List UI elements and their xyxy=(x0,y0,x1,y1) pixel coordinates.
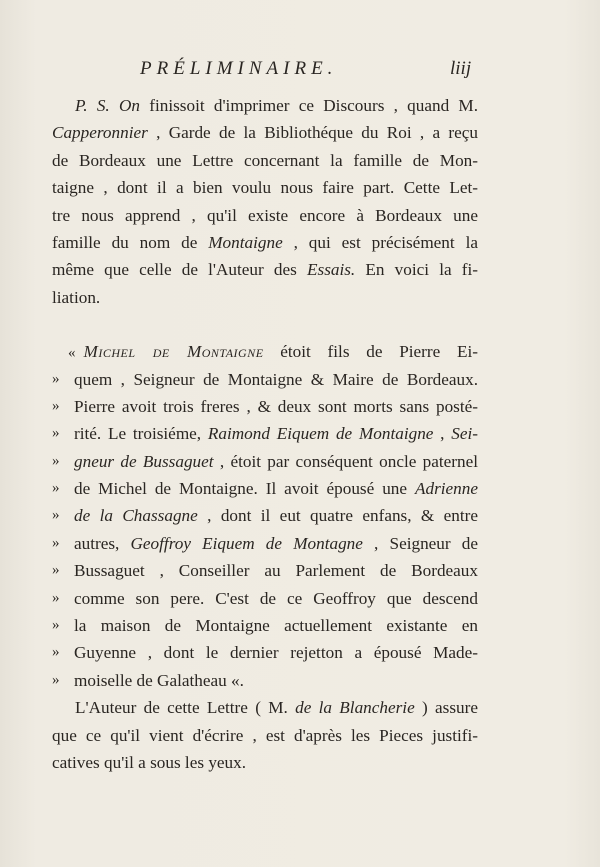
text-line xyxy=(52,147,478,174)
line-content xyxy=(74,557,478,584)
text-segment: , Garde de la Bibliothéque du Roi , a reçu xyxy=(147,123,478,143)
line-content xyxy=(52,202,478,229)
quotation-line xyxy=(52,420,478,447)
text-line xyxy=(52,174,478,201)
text-segment: Capperonnier xyxy=(52,123,148,143)
text-line xyxy=(52,256,478,283)
text-line xyxy=(52,119,478,146)
line-content xyxy=(52,722,478,749)
text-segment: L'Auteur de cette Lettre ( M. xyxy=(75,698,296,718)
line-content xyxy=(74,502,478,529)
text-segment: Raimond Eiquem de Montaigne xyxy=(207,424,434,444)
text-segment: de Bordeaux une Lettre concernant la famille de Mon- xyxy=(52,150,478,170)
text-segment: liation. xyxy=(52,287,101,307)
line-content xyxy=(74,448,478,475)
quotation-line xyxy=(52,475,478,502)
text-line xyxy=(52,749,478,776)
text-segment: que ce qu'il vient d'écrire , est d'après les Pieces justifi- xyxy=(52,725,478,745)
line-content xyxy=(75,694,478,721)
text-segment: étoit fils de Pierre Ei- xyxy=(263,342,478,362)
text-segment: de la Chassagne xyxy=(74,506,198,526)
continuation-guillemet: » xyxy=(52,562,60,579)
quotation-line xyxy=(52,530,478,557)
continuation-guillemet: » xyxy=(52,589,60,606)
text-segment: comme son pere. C'est de ce Geoffroy que descend xyxy=(74,588,478,608)
line-content xyxy=(74,475,478,502)
text-segment: , étoit par conséquent oncle paternel xyxy=(213,451,478,471)
line-content xyxy=(52,256,478,283)
text-line xyxy=(52,202,478,229)
line-content xyxy=(74,393,478,420)
continuation-guillemet: » xyxy=(52,617,60,634)
paragraph-postscript xyxy=(52,92,478,311)
continuation-guillemet: » xyxy=(52,370,60,387)
text-block xyxy=(52,92,478,776)
quotation-line xyxy=(52,502,478,529)
continuation-guillemet: » xyxy=(52,644,60,661)
text-segment: taigne , dont il a bien voulu nous faire part. Cette Let- xyxy=(52,178,478,198)
line-content xyxy=(52,749,478,776)
text-segment: la maison de Montaigne actuellement existante en xyxy=(74,616,478,636)
line-content xyxy=(74,366,478,393)
text-segment: finissoit d'imprimer ce Discours , quand M. xyxy=(139,96,479,115)
text-line xyxy=(52,284,478,311)
text-segment: Sei- xyxy=(451,424,478,444)
text-segment: de Michel de Montaigne. Il avoit épousé une xyxy=(74,479,415,499)
text-segment: catives qu'il a sous les yeux. xyxy=(52,752,247,772)
quotation-line xyxy=(52,448,478,475)
text-segment: Geoffroy Eiquem de Montagne xyxy=(130,533,363,553)
line-content xyxy=(74,612,478,639)
running-title: PRÉLIMINAIRE. xyxy=(140,58,338,79)
text-line xyxy=(52,92,478,119)
text-segment: Montaigne xyxy=(208,232,283,252)
text-line xyxy=(52,722,478,749)
quotation-block xyxy=(52,338,478,694)
text-segment: ) assure xyxy=(414,698,478,718)
text-segment: Adrienne xyxy=(414,479,478,499)
text-segment: , dont il eut quatre enfans, & entre xyxy=(197,506,478,526)
text-segment: En voici la fi- xyxy=(355,260,478,280)
text-line xyxy=(52,229,478,256)
text-segment: Guyenne , dont le dernier rejetton a épousé Made- xyxy=(74,643,478,663)
quotation-line xyxy=(52,557,478,584)
text-segment: Essais. xyxy=(307,260,356,280)
line-content xyxy=(75,92,478,119)
quotation-line xyxy=(52,366,478,393)
line-content xyxy=(74,585,478,612)
text-segment: gneur de Bussaguet xyxy=(74,451,214,471)
text-segment: de la Blancherie xyxy=(295,698,415,718)
line-content xyxy=(52,174,478,201)
continuation-guillemet: » xyxy=(52,671,60,688)
line-content xyxy=(68,338,478,365)
text-line xyxy=(52,694,478,721)
paragraph-gap xyxy=(52,311,478,338)
continuation-guillemet: » xyxy=(52,480,60,497)
text-segment: Michel de Montaigne xyxy=(83,342,264,362)
text-segment: rité. Le troisiéme, xyxy=(74,424,208,444)
text-segment: autres, xyxy=(74,533,131,553)
page-header xyxy=(0,58,600,88)
line-content xyxy=(52,119,478,146)
line-content xyxy=(52,284,478,311)
line-content xyxy=(74,667,478,694)
text-segment: famille du nom de xyxy=(52,232,209,252)
line-content xyxy=(52,147,478,174)
line-content xyxy=(74,530,478,557)
text-segment: Pierre avoit trois freres , & deux sont morts sans posté- xyxy=(74,396,478,416)
line-content xyxy=(52,229,478,256)
paragraph-author-note xyxy=(52,694,478,776)
text-segment: moiselle de Galatheau «. xyxy=(74,670,244,690)
quotation-line xyxy=(52,585,478,612)
quotation-line xyxy=(52,393,478,420)
text-segment: P. S. On xyxy=(75,96,140,115)
continuation-guillemet: » xyxy=(52,425,60,442)
text-segment: , Seigneur de xyxy=(362,533,479,553)
text-segment: même que celle de l'Auteur des xyxy=(52,260,307,280)
text-segment: , xyxy=(433,424,452,444)
continuation-guillemet: » xyxy=(52,397,60,414)
quotation-line xyxy=(52,612,478,639)
quotation-line xyxy=(52,338,478,365)
line-content xyxy=(74,420,478,447)
continuation-guillemet: » xyxy=(52,534,60,551)
text-segment: tre nous apprend , qu'il existe encore à Bordeaux une xyxy=(52,205,478,225)
page-number: liij xyxy=(450,58,472,79)
continuation-guillemet: » xyxy=(52,452,60,469)
text-segment: Bussaguet , Conseiller au Parlement de Bordeaux xyxy=(74,561,478,581)
line-content xyxy=(74,639,478,666)
open-guillemet: « xyxy=(68,345,76,362)
text-segment: quem , Seigneur de Montaigne & Maire de Bordeaux. xyxy=(74,369,478,389)
quotation-line xyxy=(52,667,478,694)
quotation-line xyxy=(52,639,478,666)
continuation-guillemet: » xyxy=(52,507,60,524)
text-segment: , qui est précisément la xyxy=(282,232,478,252)
